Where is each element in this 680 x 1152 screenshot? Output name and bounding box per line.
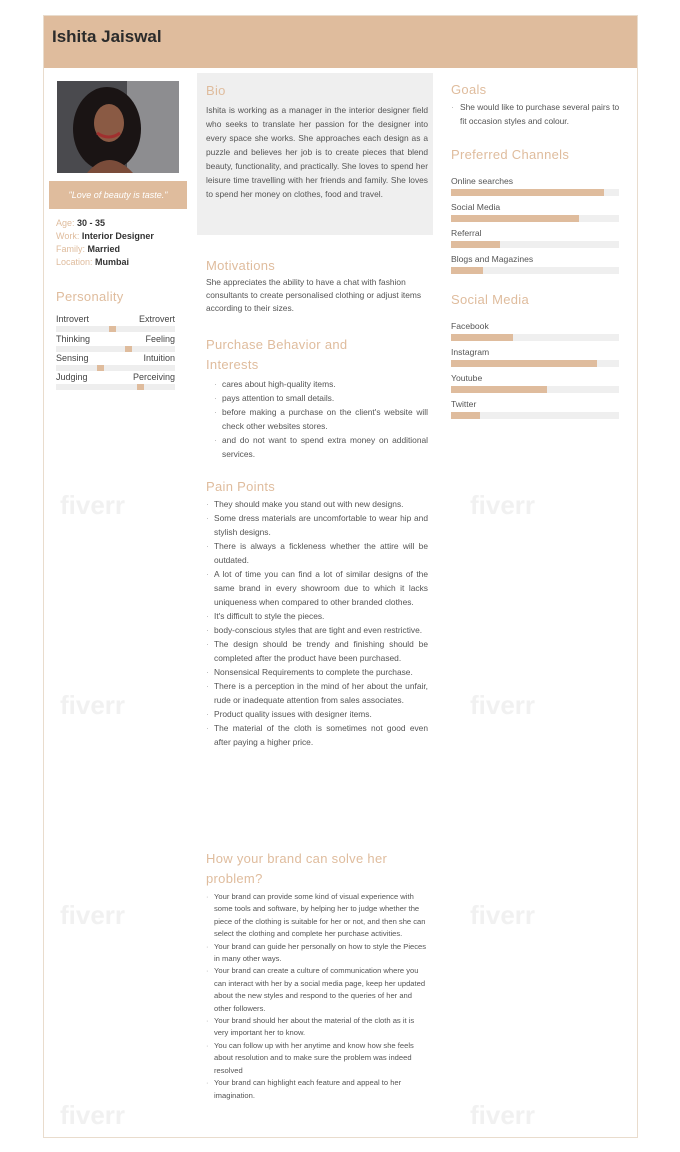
solve-item: · You can follow up with her anytime and know how she feels about resolution and to make sure the problem was indeed resolved	[206, 1040, 428, 1077]
channel-bar-fill	[451, 267, 483, 274]
pain-point-item: · Product quality issues with designer items.	[206, 707, 428, 721]
social-twitter: Twitter	[451, 399, 619, 421]
info-family: Family: Married	[56, 244, 121, 254]
pain-point-item: · It's difficult to style the pieces.	[206, 609, 428, 623]
social-title: Social Media	[451, 292, 530, 307]
goal-item: · She would like to purchase several pairs to fit occasion styles and colour.	[451, 100, 621, 128]
pain-point-item: · There is a perception in the mind of her about the unfair, rude or inadequate attention from sales associates.	[206, 679, 428, 707]
bio-text: Ishita is working as a manager in the interior designer field who seeks to translate her passion for the designer into every space she works. She approaches each design as a puzzle and believes her job is to create pieces that blend beauty, functionality, and practically. She loves to spend her leisure time travelling with her friends and family. She loves to spend her money on clothes, food and travel.	[206, 105, 428, 199]
channel-online-searches: Online searches	[451, 176, 619, 198]
channels-section	[451, 147, 621, 162]
pain-point-item: · body-conscious styles that are tight and even restrictive.	[206, 623, 428, 637]
solve-section	[206, 849, 428, 1102]
watermark-text: fiverr	[470, 900, 536, 930]
solve-title-line2: problem?	[206, 871, 263, 886]
channels-title: Preferred Channels	[451, 147, 570, 162]
info-location: Location: Mumbai	[56, 257, 130, 267]
trait-knob	[109, 326, 116, 332]
info-age: Age: 30 - 35	[56, 218, 106, 228]
channel-bar-fill	[451, 189, 604, 196]
solve-item: · Your brand can highlight each feature and appeal to her imagination.	[206, 1077, 428, 1102]
purchase-title-line1: Purchase Behavior and	[206, 337, 348, 352]
bio-title: Bio	[206, 83, 226, 98]
goals-section	[451, 82, 621, 128]
social-youtube: Youtube	[451, 373, 619, 395]
trait-knob	[125, 346, 132, 352]
info-work: Work: Interior Designer	[56, 231, 154, 241]
purchase-item: · before making a purchase on the client's website will check other websites stores.	[214, 405, 428, 433]
trait-knob	[97, 365, 104, 371]
channel-social-media: Social Media	[451, 202, 619, 224]
watermark-text: fiverr	[60, 900, 126, 930]
motivations-title: Motivations	[206, 258, 276, 273]
pain-point-item: · A lot of time you can find a lot of similar designs of the same brand in every showroom due to which it lacks uniqueness when compared to other branded clothes.	[206, 567, 428, 609]
channel-blogs-magazines: Blogs and Magazines	[451, 254, 619, 276]
purchase-item: · cares about high-quality items.	[214, 377, 428, 391]
portrait-image	[57, 81, 179, 173]
solve-item: · Your brand can create a culture of communication where you can interact with her by a social media page, keep her updated about the new styles and respond to the queries of her and other followers.	[206, 965, 428, 1015]
pain-points-section	[206, 477, 428, 749]
pain-point-item: · Nonsensical Requirements to complete the purchase.	[206, 665, 428, 679]
social-instagram: Instagram	[451, 347, 619, 369]
social-bar-fill	[451, 360, 597, 367]
trait-thinking-feeling: Thinking Feeling	[56, 334, 175, 354]
profile-photo	[57, 81, 179, 173]
solve-title-line1: How your brand can solve her	[206, 851, 388, 866]
personality-title: Personality	[56, 289, 124, 304]
social-facebook: Facebook	[451, 321, 619, 343]
social-bar-fill	[451, 412, 480, 419]
pain-point-item: · There is always a fickleness whether the attire will be outdated.	[206, 539, 428, 567]
purchase-item: · pays attention to small details.	[214, 391, 428, 405]
social-bar-fill	[451, 386, 547, 393]
persona-card	[43, 15, 638, 1138]
purchase-title-line2: Interests	[206, 357, 259, 372]
purchase-section	[206, 335, 428, 461]
goals-title: Goals	[451, 82, 487, 97]
watermark-text: fiverr	[470, 1100, 536, 1130]
solve-item: · Your brand can provide some kind of visual experience with some tools and software, by helping her to judge whether the piece of the clothing is suitable for her or not, and then she can select the clothing and complete her purchase activities.	[206, 891, 428, 941]
persona-name: Ishita Jaiswal	[52, 27, 162, 46]
watermark-text: fiverr	[60, 1100, 126, 1130]
channel-bar-fill	[451, 215, 579, 222]
social-bar-fill	[451, 334, 513, 341]
motivations-text: She appreciates the ability to have a chat with fashion consultants to create personalised clothing or adjust items according to their sizes.	[206, 277, 422, 313]
trait-introvert-extrovert: Introvert Extrovert	[56, 314, 175, 334]
bio-section	[197, 73, 433, 235]
purchase-item: · and do not want to spend extra money on additional services.	[214, 433, 428, 461]
persona-quote: "Love of beauty is taste."	[49, 181, 187, 209]
watermark-text: fiverr	[60, 490, 126, 520]
pain-points-title: Pain Points	[206, 479, 276, 494]
solve-item: · Your brand can guide her personally on how to style the Pieces in many other ways.	[206, 941, 428, 966]
trait-sensing-intuition: Sensing Intuition	[56, 353, 175, 373]
pain-point-item: · They should make you stand out with new designs.	[206, 497, 428, 511]
watermark-text: fiverr	[470, 490, 536, 520]
persona-info	[56, 217, 154, 269]
header-bar	[44, 16, 637, 68]
solve-item: · Your brand should her about the material of the cloth as it is very important her to know.	[206, 1015, 428, 1040]
channel-referral: Referral	[451, 228, 619, 250]
social-section	[451, 292, 621, 307]
pain-point-item: · Some dress materials are uncomfortable to wear hip and stylish designs.	[206, 511, 428, 539]
channel-bar-fill	[451, 241, 500, 248]
watermark-text: fiverr	[470, 690, 536, 720]
motivations-section	[206, 256, 428, 315]
pain-point-item: · The design should be trendy and finishing should be completed after the product have been purchased.	[206, 637, 428, 665]
watermark-text: fiverr	[60, 690, 126, 720]
pain-point-item: · The material of the cloth is sometimes not good even after paying a higher price.	[206, 721, 428, 749]
trait-knob	[137, 384, 144, 390]
trait-judging-perceiving: Judging Perceiving	[56, 372, 175, 392]
